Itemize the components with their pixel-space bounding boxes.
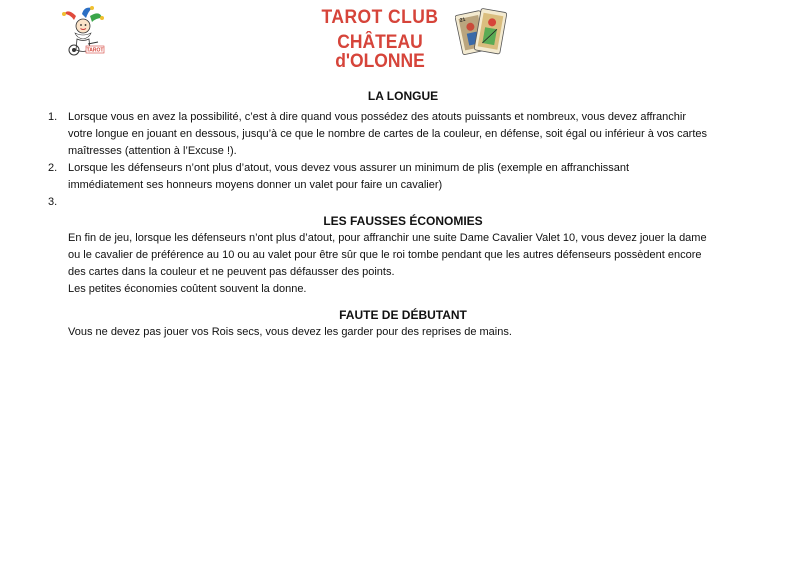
list-item-line: maîtresses (attention à l’Excuse !). <box>68 145 237 157</box>
page-header <box>0 0 800 70</box>
list-item-line: Lorsque les défenseurs n’ont plus d’atout, vous devez vous assurer un minimum de plis (exemple en affranchissant <box>68 162 630 174</box>
faute-de-debutant-paragraph <box>48 324 748 341</box>
list-item-line: immédiatement ses honneurs moyens donner un valet pour faire un cavalier) <box>68 179 443 191</box>
club-name-line1: TAROT CLUB <box>321 7 439 28</box>
list-item <box>48 109 748 160</box>
section-title-la-longue: LA LONGUE <box>367 89 439 103</box>
list-item <box>48 194 748 211</box>
paragraph-line: ou le cavalier de préférence au 10 ou au valet pour être sûr que le roi tombe pendant que les autres défenseurs possèdent encore <box>68 249 702 261</box>
list-number: 2. <box>48 162 58 174</box>
section-title-faute-de-debutant: FAUTE DE DÉBUTANT <box>339 308 467 322</box>
list-item-line: Lorsque vous en avez la possibilité, c’est à dire quand vous possédez des atouts puissants et nombreux, vous devez affranchir <box>68 111 686 123</box>
list-item-line: votre longue en jouant en dessous, jusqu’à ce que le nombre de cartes de la couleur, en défense, soit égal ou inférieur à vos cartes <box>68 128 708 140</box>
jester-mascot-icon <box>62 6 112 58</box>
paragraph-line: En fin de jeu, lorsque les défenseurs n’ont plus d’atout, pour affranchir une suite Dame Cavalier Valet 10, vous devez jouer la dame <box>68 232 707 244</box>
fausses-economies-paragraph <box>48 230 748 298</box>
list-number: 1. <box>48 111 58 123</box>
list-item <box>48 160 748 194</box>
tarot-cards-icon <box>455 4 507 60</box>
club-name-line2: CHÂTEAU d'OLONNE <box>335 32 425 72</box>
mascot-caption: TAROT <box>86 47 104 54</box>
longue-list <box>48 109 748 211</box>
document-body <box>48 88 748 341</box>
paragraph-line: des cartes dans la couleur et ne peuvent pas défausser des points. <box>68 266 395 278</box>
list-number: 3. <box>48 196 58 208</box>
section-title-fausses-economies: LES FAUSSES ÉCONOMIES <box>323 214 483 228</box>
paragraph-line: Les petites économies coûtent souvent la donne. <box>68 283 307 295</box>
club-title <box>290 8 470 71</box>
paragraph-line: Vous ne devez pas jouer vos Rois secs, vous devez les garder pour des reprises de mains. <box>68 326 512 338</box>
card-corner-number: 21 <box>459 16 467 24</box>
